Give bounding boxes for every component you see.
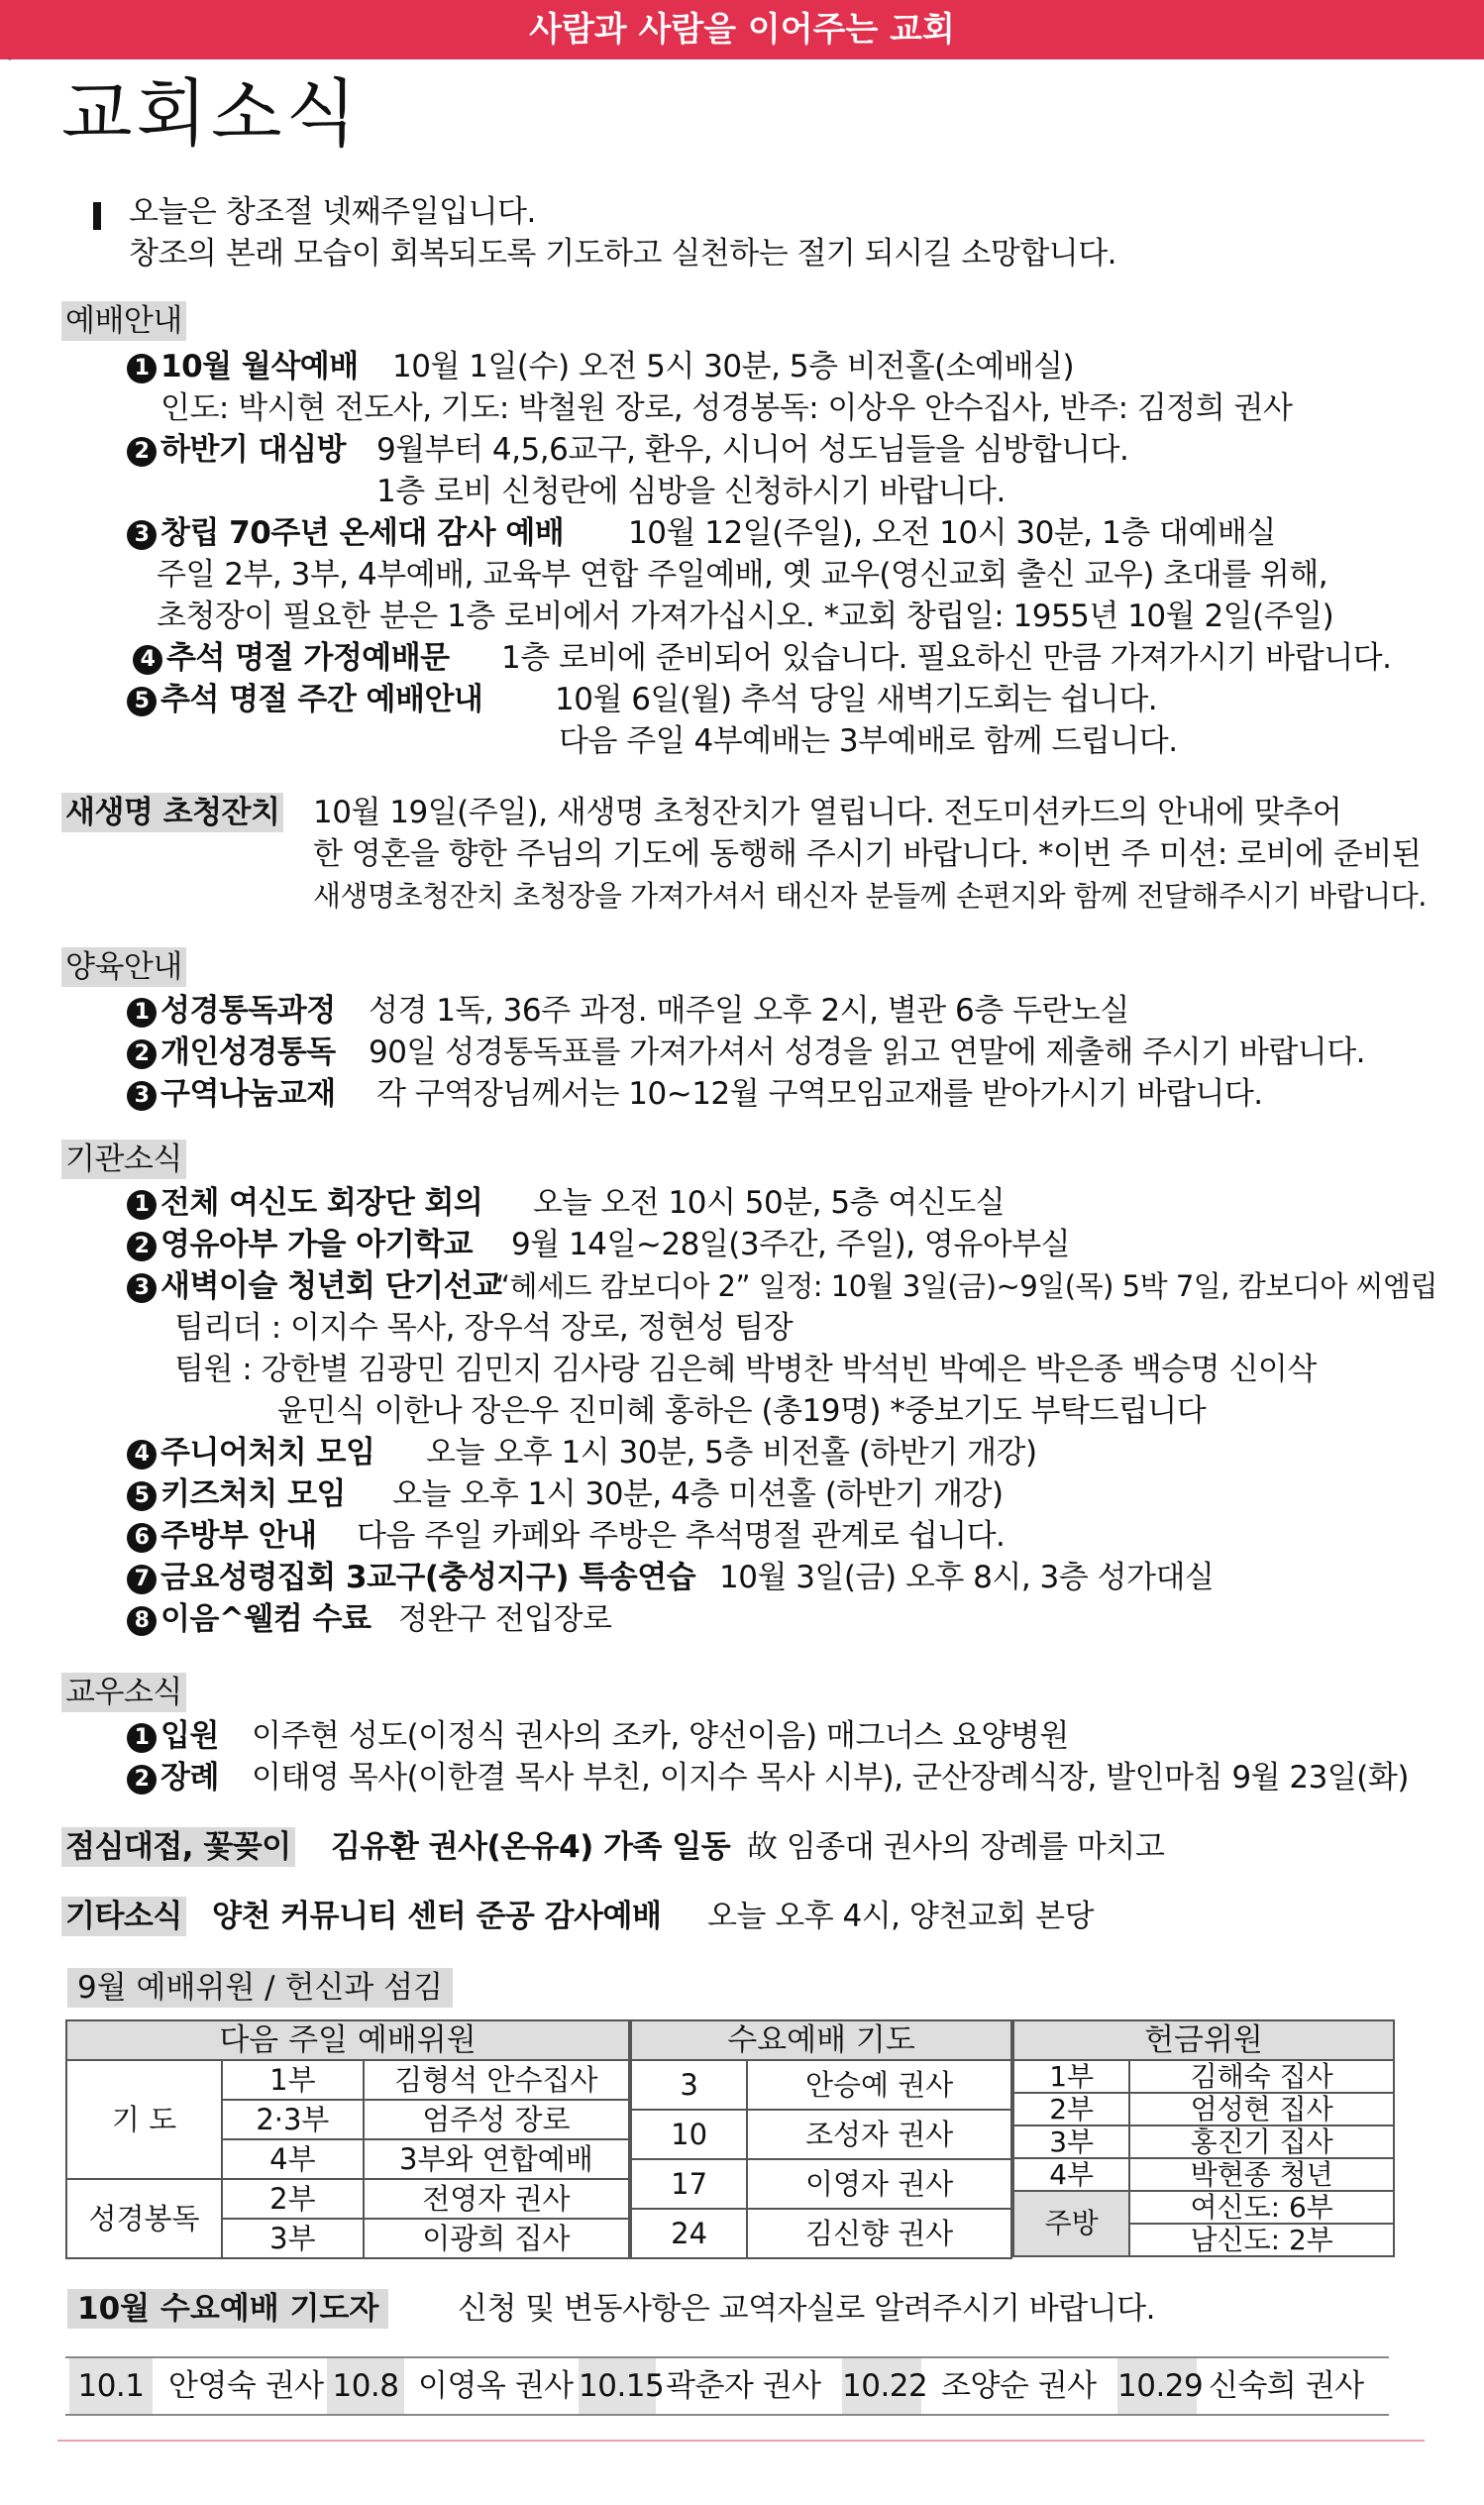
wed-name: 이영자 권사 [747, 2159, 1011, 2209]
offering-service: 1부 [1013, 2060, 1129, 2093]
roster-service: 3부 [222, 2219, 364, 2258]
prayer-name: 안영숙 권사 [168, 2368, 324, 2404]
orgs-item-2-text: 9월 14일~28일(3주간, 주일), 영유아부실 [511, 1227, 1071, 1262]
roster-name: 엄주성 장로 [364, 2100, 629, 2139]
lunch-text: 故 임종대 권사의 장례를 마치고 [747, 1829, 1165, 1865]
worship-item-1-line-1: 10월 1일(수) 오전 5시 30분, 5층 비전홀(소예배실) [392, 349, 1075, 384]
orgs-item-2: 2 영유아부 가을 아기학교 [127, 1225, 473, 1264]
wed-day: 3 [631, 2060, 747, 2110]
roster-name: 3부와 연합예배 [364, 2139, 629, 2179]
wed-prayer-heading: 10월 수요예배 기도자 [67, 2289, 388, 2329]
worship-item-4: 4 추석 명절 가정예배문 [133, 638, 450, 678]
section-heading-worship: 예배안내 [61, 301, 186, 341]
wed-name: 안승예 권사 [747, 2060, 1011, 2110]
section-heading-lunch: 점심대접, 꽃꽂이 [61, 1827, 295, 1867]
prayer-name: 곽춘자 권사 [666, 2368, 821, 2404]
orgs-item-5: 5 키즈처치 모임 [127, 1474, 346, 1514]
orgs-item-6-text: 다음 주일 카페와 주방은 추석명절 관계로 쉽니다. [357, 1518, 1006, 1554]
kitchen-label: 주방 [1013, 2191, 1129, 2256]
wed-day: 10 [631, 2110, 747, 2159]
offering-name: 김해숙 집사 [1129, 2060, 1394, 2093]
worship-item-5-line-1: 10월 6일(월) 추석 당일 새벽기도회는 쉽니다. [555, 682, 1158, 717]
worship-item-5-line-2: 다음 주일 4부예배는 3부예배로 함께 드립니다. [559, 723, 1178, 759]
orgs-item-4: 4 주니어처치 모임 [127, 1433, 374, 1472]
offering-name: 엄성현 집사 [1129, 2093, 1394, 2125]
worship-item-3-line-1: 10월 12일(주일), 오전 10시 30분, 1층 대예배실 [628, 515, 1276, 551]
wed-prayer-note: 신청 및 변동사항은 교역자실로 알려주시기 바랍니다. [458, 2291, 1155, 2327]
orgs-item-8: 8 이음^웰컴 수료 [127, 1599, 371, 1639]
offering-name: 박현종 청년 [1129, 2158, 1394, 2191]
wednesday-prayer-table [630, 2019, 1012, 2259]
reading-label: 성경봉독 [66, 2179, 222, 2258]
prayer-date: 10.22 [842, 2358, 921, 2414]
roster-service: 2·3부 [222, 2100, 364, 2139]
next-sunday-table [65, 2019, 630, 2259]
intro-line-1: 오늘은 창조절 넷째주일입니다. [129, 194, 536, 230]
section-heading-education: 양육안내 [61, 947, 186, 987]
orgs-item-5-text: 오늘 오후 1시 30분, 4층 미션홀 (하반기 개강) [392, 1476, 1004, 1512]
orgs-item-8-text: 정완구 전입장로 [398, 1601, 612, 1637]
orgs-team-members: 팀원 : 강한별 김광민 김민지 김사랑 김은혜 박병찬 박석빈 박예은 박은종 백승명 신이삭 [174, 1352, 1317, 1387]
orgs-item-4-text: 오늘 오후 1시 30분, 5층 비전홀 (하반기 개강) [426, 1435, 1037, 1470]
next-sunday-header: 다음 주일 예배위원 [66, 2020, 629, 2060]
members-item-2-text: 이태영 목사(이한결 목사 부친, 이지수 목사 시부), 군산장례식장, 발인마침 9월 23일(화) [252, 1760, 1409, 1796]
members-item-2: 2 장례 [127, 1758, 219, 1797]
orgs-item-6: 6 주방부 안내 [127, 1516, 317, 1556]
members-item-1-text: 이주현 성도(이정식 권사의 조카, 양선이음) 매그너스 요양병원 [252, 1718, 1069, 1754]
roster-name: 이광희 집사 [364, 2219, 629, 2258]
section-heading-members: 교우소식 [61, 1673, 186, 1712]
roster-name: 전영자 권사 [364, 2179, 629, 2219]
wed-day: 17 [631, 2159, 747, 2209]
header-banner: 사람과 사람을 이어주는 교회 [0, 0, 1484, 59]
intro-line-2: 창조의 본래 모습이 회복되도록 기도하고 실천하는 절기 되시길 소망합니다. [129, 236, 1117, 272]
roster-service: 4부 [222, 2139, 364, 2179]
prayer-name: 조양순 권사 [941, 2368, 1097, 2404]
other-title: 양천 커뮤니티 센터 준공 감사예배 [212, 1899, 662, 1934]
prayer-date: 10.8 [327, 2358, 404, 2414]
prayer-name: 신숙희 권사 [1209, 2368, 1364, 2404]
orgs-item-7: 7 금요성령집회 3교구(충성지구) 특송연습 [127, 1558, 695, 1597]
education-item-1-text: 성경 1독, 36주 과정. 매주일 오후 2시, 별관 6층 두란노실 [369, 993, 1129, 1029]
worship-item-3-line-2: 주일 2부, 3부, 4부예배, 교육부 연합 주일예배, 옛 교우(영신교회 출신 교우) 초대를 위해, [157, 557, 1328, 593]
worship-item-2-line-2: 1층 로비 신청란에 심방을 신청하시기 바랍니다. [376, 474, 1006, 509]
prayer-label: 기 도 [66, 2060, 222, 2179]
education-item-2: 2 개인성경통독 [127, 1033, 336, 1072]
education-item-3-text: 각 구역장님께서는 10~12월 구역모임교재를 받아가시기 바랍니다. [376, 1076, 1263, 1112]
worship-item-2-line-1: 9월부터 4,5,6교구, 환우, 시니어 성도님들을 심방합니다. [376, 432, 1129, 468]
wed-name: 김신향 권사 [747, 2209, 1011, 2258]
newlife-line-1: 10월 19일(주일), 새생명 초청잔치가 열립니다. 전도미션카드의 안내에 맞추어 [313, 795, 1342, 830]
roster-service: 1부 [222, 2060, 364, 2100]
wednesday-header: 수요예배 기도 [631, 2020, 1011, 2060]
members-item-1: 1 입원 [127, 1716, 219, 1756]
orgs-item-1-text: 오늘 오전 10시 50분, 5층 여신도실 [533, 1185, 1006, 1221]
orgs-item-7-text: 10월 3일(금) 오후 8시, 3층 성가대실 [719, 1560, 1215, 1595]
intro-bar [93, 202, 101, 230]
other-text: 오늘 오후 4시, 양천교회 본당 [707, 1899, 1094, 1934]
prayer-name: 이영옥 권사 [418, 2368, 574, 2404]
offering-service: 2부 [1013, 2093, 1129, 2125]
worship-item-2: 2 하반기 대심방 [127, 430, 346, 470]
section-heading-other: 기타소식 [61, 1897, 186, 1936]
orgs-team-leader: 팀리더 : 이지수 목사, 장우석 장로, 정현성 팀장 [174, 1310, 794, 1346]
offering-name: 홍진기 집사 [1129, 2125, 1394, 2158]
roster-heading: 9월 예배위원 / 헌신과 섬김 [67, 1968, 453, 2008]
section-heading-newlife: 새생명 초청잔치 [61, 793, 283, 832]
wed-name: 조성자 권사 [747, 2110, 1011, 2159]
orgs-item-3: 3 새벽이슬 청년회 단기선교 [127, 1266, 502, 1306]
page-title: 교회소식 [61, 71, 361, 157]
kitchen-line: 남신도: 2부 [1129, 2224, 1394, 2256]
offering-service: 4부 [1013, 2158, 1129, 2191]
wed-day: 24 [631, 2209, 747, 2258]
worship-item-3: 3 창립 70주년 온세대 감사 예배 [127, 513, 564, 553]
section-heading-orgs: 기관소식 [61, 1140, 186, 1179]
worship-item-1-line-2: 인도: 박시현 전도사, 기도: 박철원 장로, 성경봉독: 이상우 안수집사, 반주: 김정희 권사 [160, 390, 1293, 426]
worship-item-3-line-3: 초청장이 필요한 분은 1층 로비에서 가져가십시오. *교회 창립일: 1955년 10월 2일(주일) [157, 599, 1334, 634]
education-item-1: 1 성경통독과정 [127, 991, 336, 1031]
newlife-line-2: 한 영혼을 향한 주님의 기도에 동행해 주시기 바랍니다. *이번 주 미션: 로비에 준비된 [313, 836, 1422, 872]
roster-name: 김형석 안수집사 [364, 2060, 629, 2100]
prayer-date: 10.1 [69, 2358, 153, 2414]
offering-service: 3부 [1013, 2125, 1129, 2158]
worship-item-4-line-1: 1층 로비에 준비되어 있습니다. 필요하신 만큼 가져가시기 바랍니다. [501, 640, 1392, 676]
prayer-date: 10.29 [1117, 2358, 1197, 2414]
roster-service: 2부 [222, 2179, 364, 2219]
newlife-line-3: 새생명초청잔치 초청장을 가져가셔서 태신자 분들께 손편지와 함께 전달해주시기 바랍니다. [313, 879, 1427, 913]
orgs-item-3-text: “헤세드 캄보디아 2” 일정: 10월 3일(금)~9일(목) 5박 7일, 캄보디아 씨엠립 [495, 1269, 1438, 1303]
corner-mark: ` [6, 55, 14, 74]
lunch-title: 김유환 권사(온유4) 가족 일동 [331, 1829, 731, 1865]
worship-item-1: 1 10월 월삭예배 [127, 347, 359, 386]
offering-table [1012, 2019, 1395, 2257]
offering-header: 헌금위원 [1013, 2020, 1394, 2060]
prayer-date: 10.15 [579, 2358, 656, 2414]
orgs-item-1: 1 전체 여신도 회장단 회의 [127, 1183, 482, 1223]
kitchen-line: 여신도: 6부 [1129, 2191, 1394, 2224]
worship-item-5: 5 추석 명절 주간 예배안내 [127, 680, 482, 719]
bottom-divider [57, 2440, 1425, 2442]
orgs-team-members-2: 윤민식 이한나 장은우 진미혜 홍하은 (총19명) *중보기도 부탁드립니다 [277, 1393, 1207, 1429]
education-item-2-text: 90일 성경통독표를 가져가셔서 성경을 읽고 연말에 제출해 주시기 바랍니다. [369, 1035, 1366, 1070]
education-item-3: 3 구역나눔교재 [127, 1074, 336, 1114]
